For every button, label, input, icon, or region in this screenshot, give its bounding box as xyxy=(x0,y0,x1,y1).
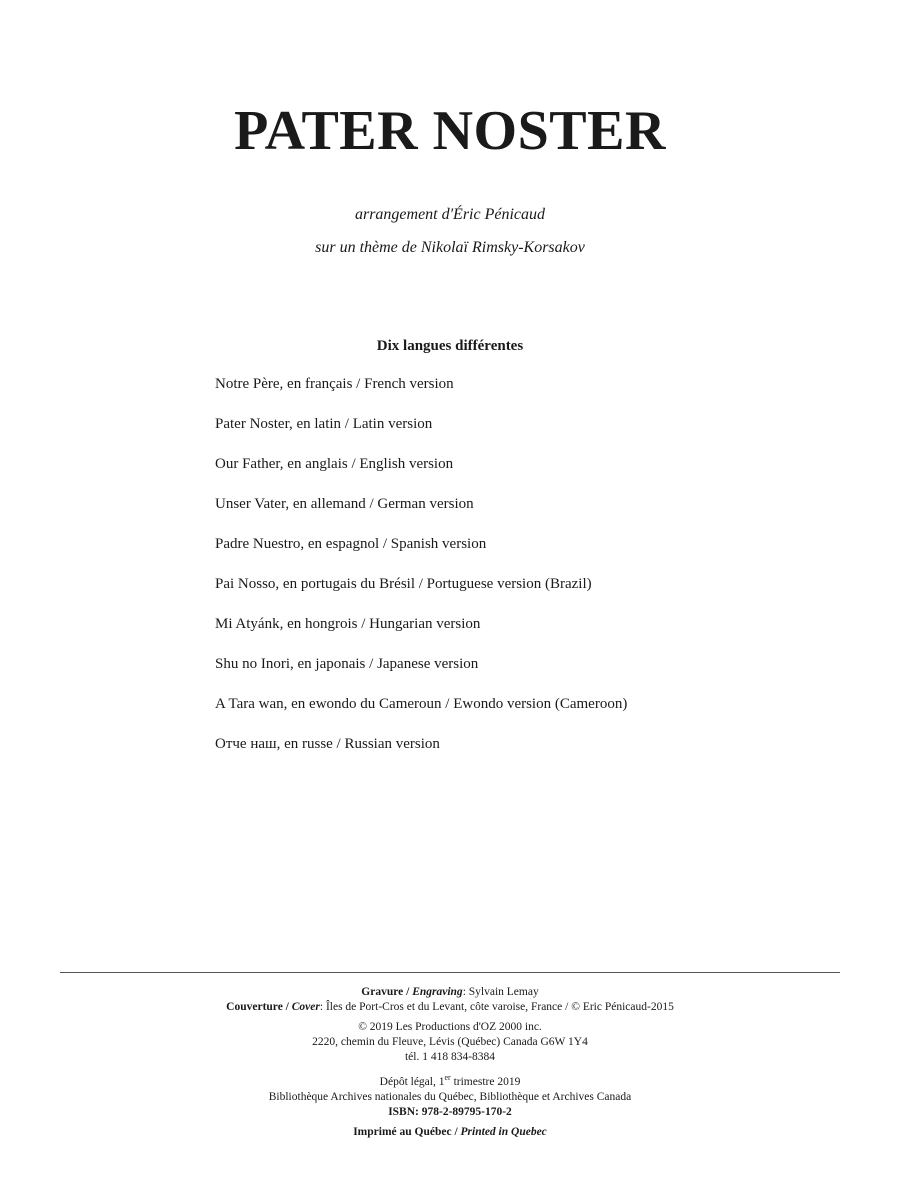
language-item: Shu no Inori, en japonais / Japanese version xyxy=(215,656,479,672)
legal-deposit-ordinal: er xyxy=(444,1073,451,1082)
cover-credit xyxy=(0,1000,900,1015)
cover-label-fr: Couverture / xyxy=(226,1001,292,1013)
cover-value: : Îles de Port-Cros et du Levant, côte varoise, France / © Eric Pénicaud-2015 xyxy=(319,1001,674,1013)
engraving-value: : Sylvain Lemay xyxy=(462,986,539,998)
footer-divider xyxy=(60,972,840,973)
engraving-credit xyxy=(0,985,900,1000)
language-item: Our Father, en anglais / English version xyxy=(215,456,454,472)
libraries-line: Bibliothèque Archives nationales du Québec, Bibliothèque et Archives Canada xyxy=(268,1090,632,1103)
language-item: Padre Nuestro, en espagnol / Spanish version xyxy=(215,536,487,552)
page-title: PATER NOSTER xyxy=(234,100,666,162)
isbn: ISBN: 978-2-89795-170-2 xyxy=(388,1105,512,1118)
credits-block xyxy=(0,985,900,1140)
engraving-label-fr: Gravure / xyxy=(361,986,413,998)
languages-list xyxy=(215,374,627,774)
publisher-address: 2220, chemin du Fleuve, Lévis (Québec) Canada G6W 1Y4 xyxy=(312,1036,588,1048)
language-item: Unser Vater, en allemand / German version xyxy=(215,496,474,512)
legal-deposit-text: Dépôt légal, 1 xyxy=(379,1075,445,1088)
language-item: Notre Père, en français / French version xyxy=(215,376,454,392)
legal-deposit xyxy=(0,1070,900,1090)
languages-heading: Dix langues différentes xyxy=(376,338,524,354)
language-item: Pater Noster, en latin / Latin version xyxy=(215,416,433,432)
arranger-line: arrangement d'Éric Pénicaud xyxy=(354,206,546,223)
printed-fr: Imprimé au Québec / xyxy=(353,1125,461,1138)
publisher-phone: tél. 1 418 834-8384 xyxy=(404,1051,496,1063)
theme-line: sur un thème de Nikolaï Rimsky-Korsakov xyxy=(315,239,585,256)
printed-in xyxy=(0,1125,900,1140)
copyright-line: © 2019 Les Productions d'OZ 2000 inc. xyxy=(358,1021,542,1033)
engraving-label-en: Engraving xyxy=(412,986,463,998)
language-item: Pai Nosso, en portugais du Brésil / Portuguese version (Brazil) xyxy=(215,576,592,592)
printed-en: Printed in Quebec xyxy=(460,1125,547,1138)
language-item: Отче наш, en russe / Russian version xyxy=(215,736,440,752)
legal-deposit-period: trimestre 2019 xyxy=(450,1075,521,1088)
cover-label-en: Cover xyxy=(291,1001,320,1013)
language-item: A Tara wan, en ewondo du Cameroun / Ewondo version (Cameroon) xyxy=(215,696,628,712)
language-item: Mi Atyánk, en hongrois / Hungarian version xyxy=(215,616,481,632)
